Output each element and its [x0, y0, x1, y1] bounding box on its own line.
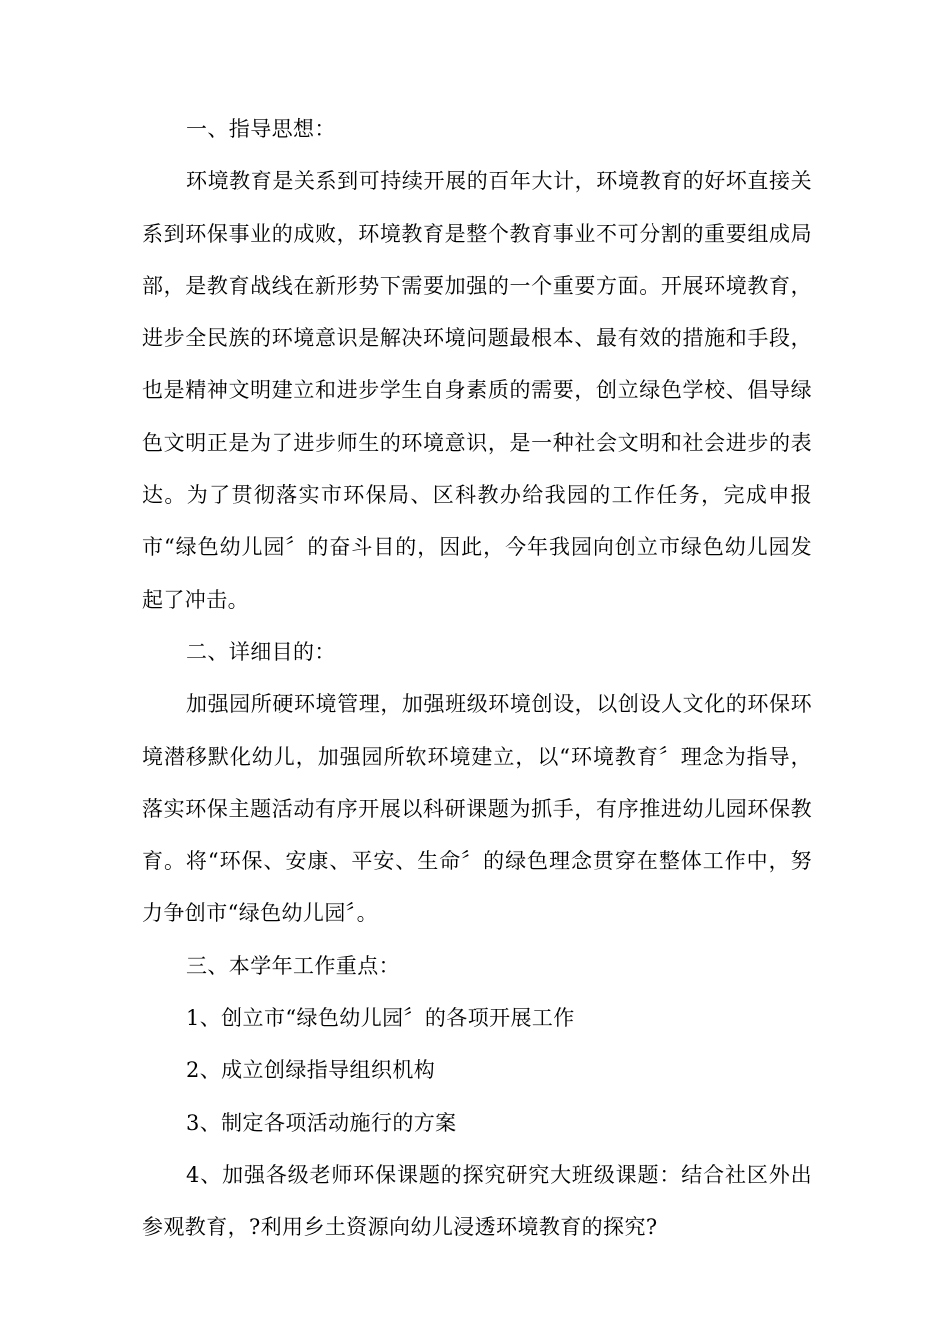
list-item: 1、创立市“绿色幼儿园〞的各项开展工作 — [186, 1006, 575, 1031]
section-heading-guiding-ideology: 一、指导思想： — [186, 117, 336, 141]
paragraph-guiding-ideology: 环境教育是关系到可持续开展的百年大计，环境教育的好坏直接关系到环保事业的成败，环境教育是整个教育事业不可分割的重要组成局部，是教育战线在新形势下需要加强的一个重要方面。开展环境教育，进步全民族的环境意识是解决环境问题最根本、最有效的措施和手段，也是精神文明建立和进步学生自身素质的需要，创立绿色学校、倡导绿色文明正是为了进步师生的环境意识，是一种社会文明和社会进步的表达。为了贯彻落实市环保局、区科教办给我园的工作任务，完成申报市“绿色幼儿园〞的奋斗目的，因此，今年我园向创立市绿色幼儿园发起了冲击。 — [142, 169, 812, 612]
document-page — [142, 103, 812, 1254]
section-heading-work-focus: 三、本学年工作重点： — [186, 953, 400, 978]
section-heading-detailed-goals: 二、详细目的： — [186, 639, 336, 664]
list-item: 4、加强各级老师环保课题的探究研究大班级课题：结合社区外出参观教育，?利用乡土资源向幼儿浸透环境教育的探究? — [142, 1162, 812, 1240]
list-item: 2、成立创绿指导组织机构 — [186, 1058, 436, 1083]
list-item: 3、制定各项活动施行的方案 — [186, 1110, 457, 1135]
paragraph-detailed-goals: 加强园所硬环境管理，加强班级环境创设，以创设人文化的环保环境潜移默化幼儿，加强园所软环境建立，以“环境教育〞理念为指导，落实环保主题活动有序开展以科研课题为抓手，有序推进幼儿园环保教育。将“环保、安康、平安、生命〞的绿色理念贯穿在整体工作中，努力争创市“绿色幼儿园〞。 — [142, 692, 812, 926]
